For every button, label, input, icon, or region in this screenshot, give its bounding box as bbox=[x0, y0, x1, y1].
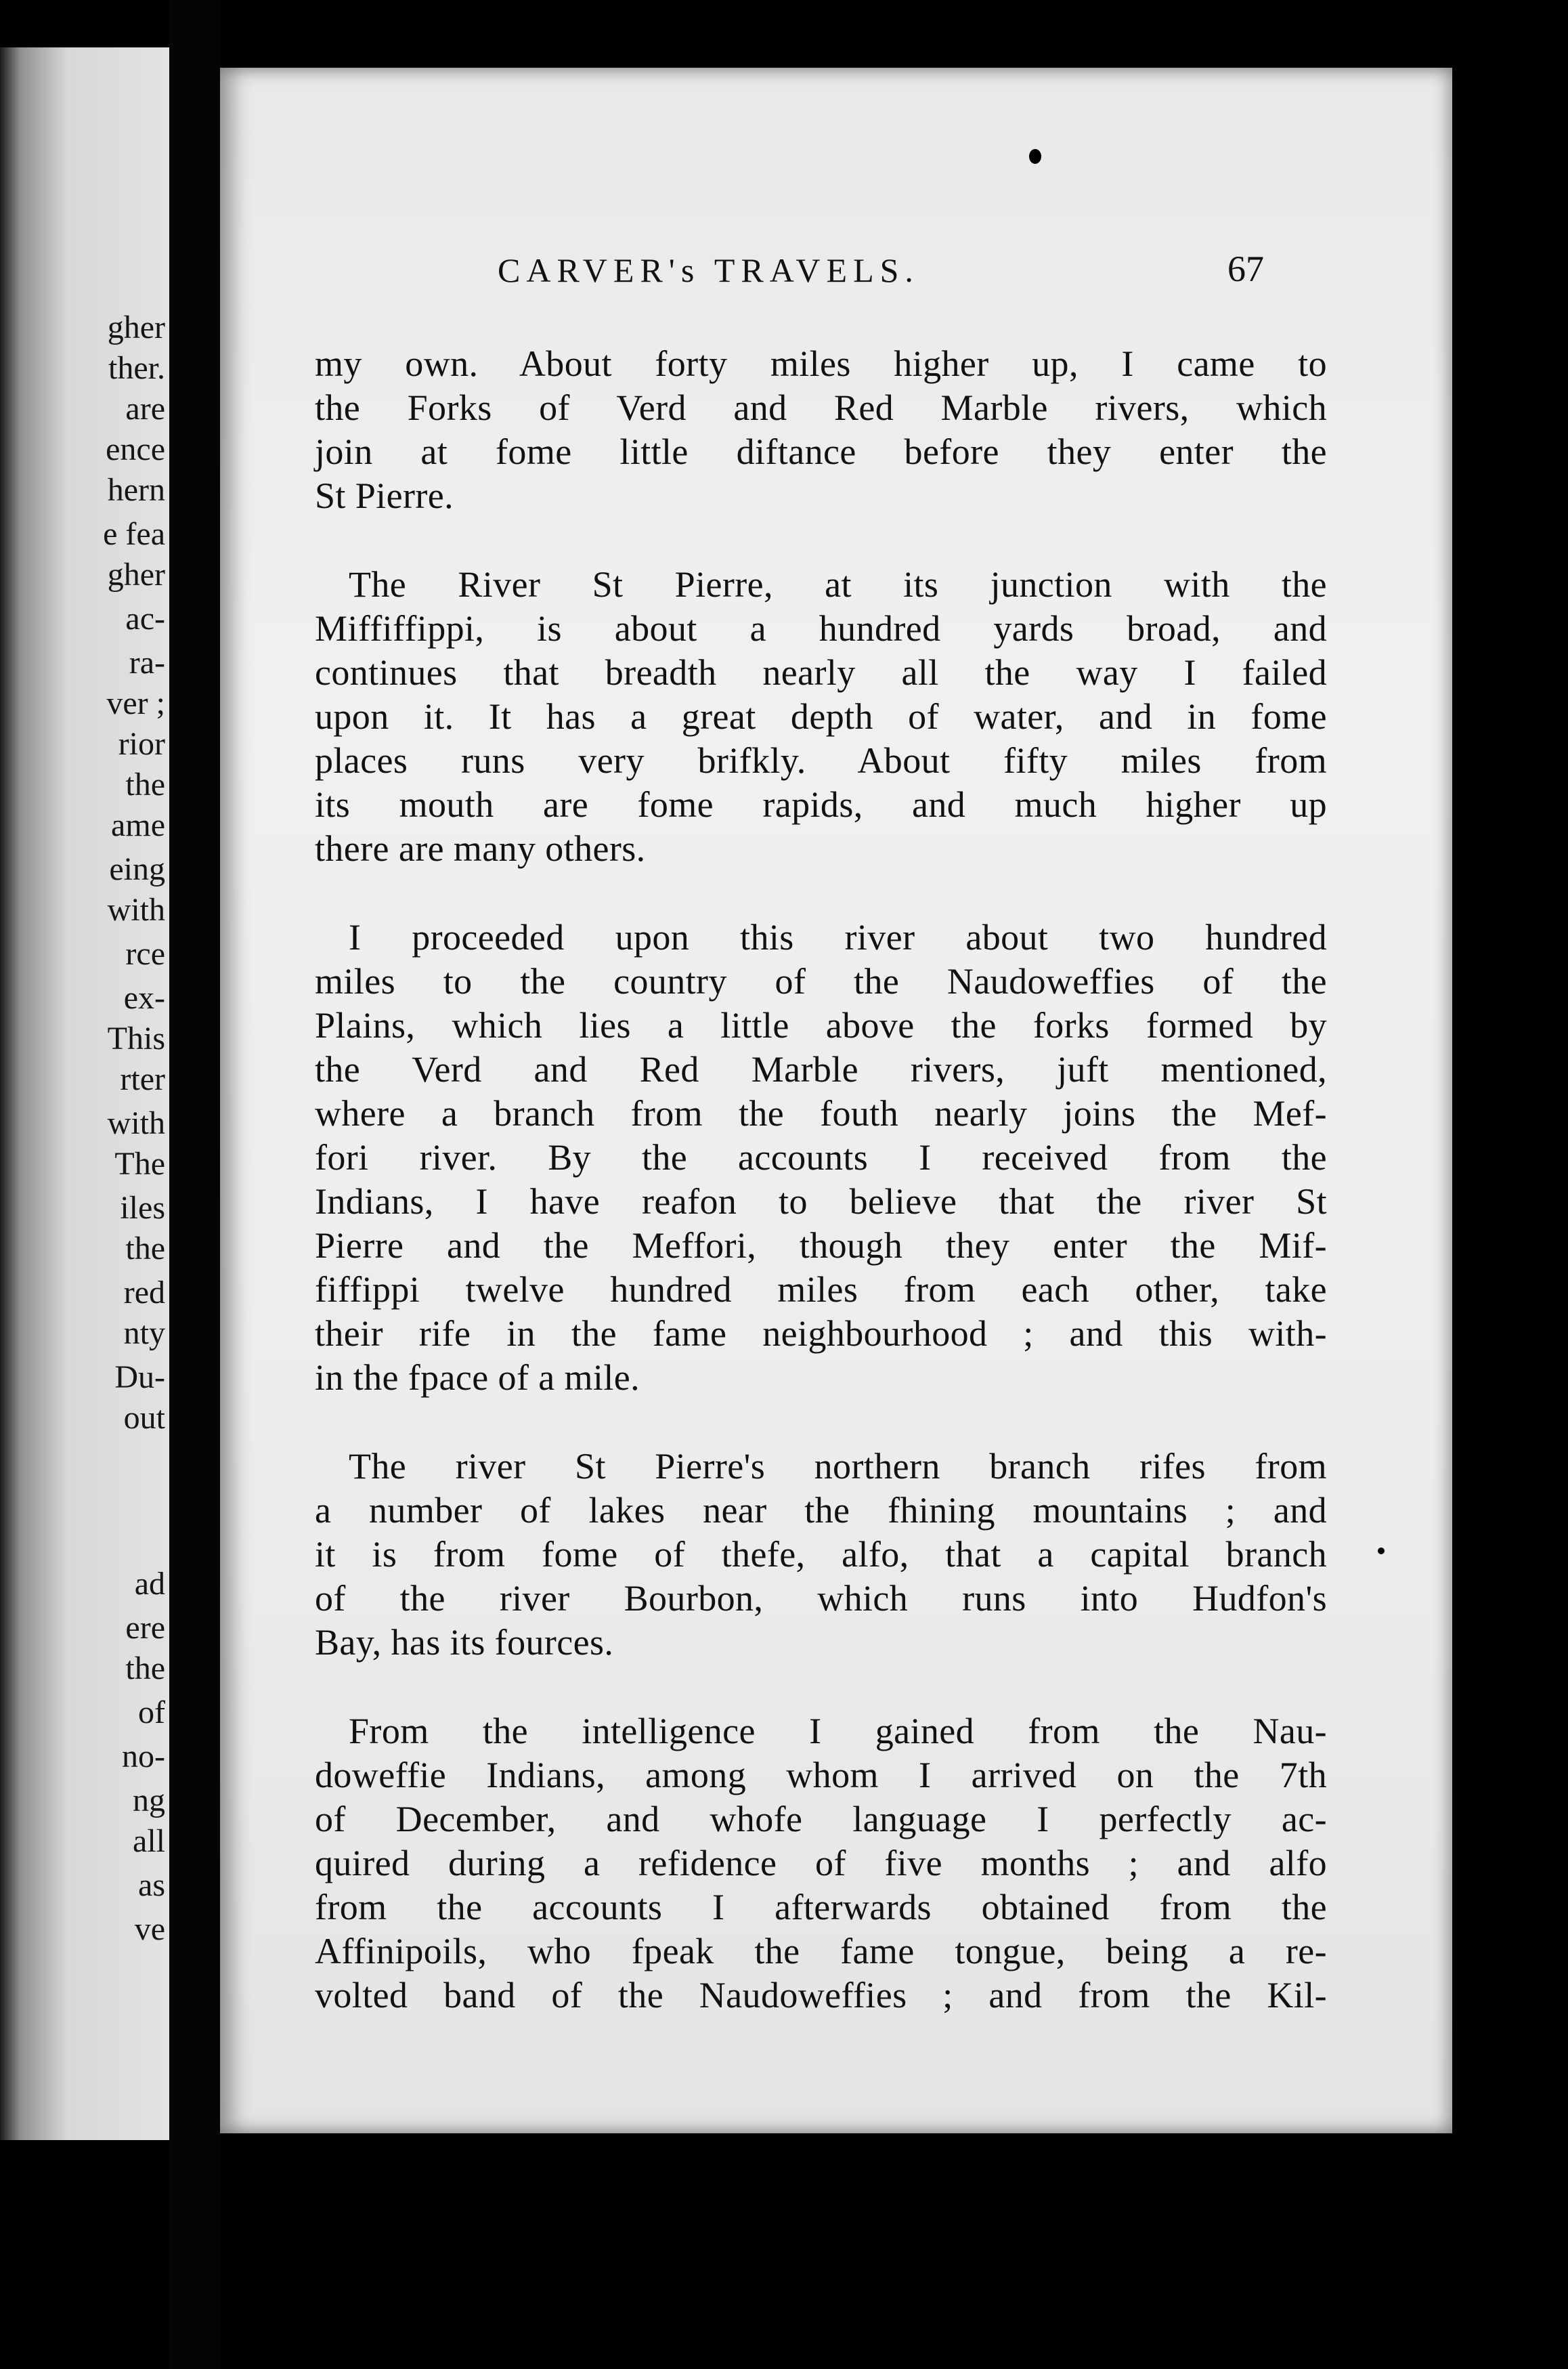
facing-page-fragment: of bbox=[138, 1694, 165, 1730]
text-line: it is from fome of thefe, alfo, that a capital branch bbox=[315, 1534, 1327, 1575]
text-line: The river St Pierre's northern branch rifes from bbox=[349, 1446, 1327, 1487]
facing-page-fragment: ere bbox=[125, 1610, 165, 1646]
paragraph bbox=[315, 916, 1327, 1400]
facing-page-fragment: ra- bbox=[129, 645, 165, 681]
running-head bbox=[220, 251, 1452, 305]
text-line: I proceeded upon this river about two hundred bbox=[349, 917, 1327, 958]
facing-page-fragment: ac- bbox=[125, 601, 165, 637]
text-line: From the intelligence I gained from the Nau- bbox=[349, 1711, 1327, 1751]
facing-page-fragment: ng bbox=[133, 1783, 165, 1818]
facing-page-fragment: The bbox=[114, 1146, 165, 1182]
facing-page-fragment: with bbox=[107, 1105, 165, 1141]
scan-border bbox=[1452, 0, 1568, 2369]
text-line: its mouth are fome rapids, and much higher up bbox=[315, 784, 1327, 825]
running-head-title: CARVER's TRAVELS. bbox=[498, 251, 919, 289]
text-line: St Pierre. bbox=[315, 475, 454, 516]
facing-page-fragment: the bbox=[125, 1650, 165, 1686]
ink-speck bbox=[1378, 1548, 1385, 1554]
facing-page-fragment: with bbox=[107, 892, 165, 928]
facing-page-fragment: hern bbox=[107, 472, 165, 508]
facing-page-fragment: e fea bbox=[103, 516, 165, 552]
book-page bbox=[220, 68, 1452, 2133]
facing-page-fragment: ver ; bbox=[106, 685, 165, 721]
text-line: from the accounts I afterwards obtained from the bbox=[315, 1887, 1327, 1927]
text-line: Affinipoils, who fpeak the fame tongue, being a re- bbox=[315, 1931, 1327, 1971]
facing-page-fragment: ence bbox=[106, 431, 165, 467]
facing-page-fragment: are bbox=[125, 391, 165, 427]
text-line: Plains, which lies a little above the forks formed by bbox=[315, 1005, 1327, 1046]
paragraph bbox=[315, 563, 1327, 871]
paragraph bbox=[315, 342, 1327, 518]
facing-page-fragment: as bbox=[138, 1867, 165, 1903]
facing-page-fragment: all bbox=[133, 1823, 165, 1859]
text-line: my own. About forty miles higher up, I came to bbox=[315, 343, 1327, 384]
paragraph bbox=[315, 1445, 1327, 1665]
facing-page-fragment: gher bbox=[107, 310, 165, 345]
facing-page-fragment: eing bbox=[109, 851, 165, 887]
text-line: there are many others. bbox=[315, 828, 646, 869]
text-line: fori river. By the accounts I received from the bbox=[315, 1137, 1327, 1178]
facing-page-edge bbox=[0, 47, 169, 2140]
paragraph bbox=[315, 1709, 1327, 2018]
text-line: Indians, I have reafon to believe that the river St bbox=[315, 1181, 1327, 1222]
text-line: continues that breadth nearly all the way I failed bbox=[315, 652, 1327, 693]
facing-page-fragment: no- bbox=[122, 1738, 165, 1774]
facing-page-fragment: ther. bbox=[108, 350, 165, 386]
text-line: join at fome little diftance before they enter the bbox=[315, 431, 1327, 472]
text-line: Bay, has its fources. bbox=[315, 1622, 614, 1663]
text-line: the Forks of Verd and Red Marble rivers, which bbox=[315, 387, 1327, 428]
ink-speck bbox=[1029, 149, 1041, 164]
facing-page-fragment: nty bbox=[123, 1315, 165, 1351]
text-line: of December, and whofe language I perfectly ac- bbox=[315, 1799, 1327, 1839]
facing-page-fragment: red bbox=[123, 1275, 165, 1310]
text-line: a number of lakes near the fhining mountains ; and bbox=[315, 1490, 1327, 1531]
page-number: 67 bbox=[1227, 249, 1264, 289]
facing-page-fragment: rior bbox=[118, 726, 165, 762]
text-line: Pierre and the Meffori, though they enter the Mif- bbox=[315, 1225, 1327, 1266]
text-line: in the fpace of a mile. bbox=[315, 1357, 640, 1398]
body-text bbox=[315, 342, 1327, 2062]
text-line: places runs very brifkly. About fifty miles from bbox=[315, 740, 1327, 781]
facing-page-fragment: ex- bbox=[123, 980, 165, 1016]
text-line: where a branch from the fouth nearly joins the Mef- bbox=[315, 1093, 1327, 1134]
facing-page-fragment: iles bbox=[120, 1190, 165, 1226]
text-line: fiffippi twelve hundred miles from each other, take bbox=[315, 1269, 1327, 1310]
facing-page-fragment: gher bbox=[107, 557, 165, 593]
text-line: miles to the country of the Naudoweffies of the bbox=[315, 961, 1327, 1002]
facing-page-fragment: the bbox=[125, 767, 165, 803]
book-gutter bbox=[169, 0, 220, 2369]
facing-page-fragment: rce bbox=[125, 936, 165, 972]
facing-page-fragment: rter bbox=[120, 1061, 165, 1097]
text-line: Miffiffippi, is about a hundred yards broad, and bbox=[315, 608, 1327, 649]
facing-page-fragment: ad bbox=[134, 1566, 165, 1602]
facing-page-fragment: ve bbox=[134, 1911, 165, 1947]
text-line: the Verd and Red Marble rivers, juft mentioned, bbox=[315, 1049, 1327, 1090]
facing-page-fragment: This bbox=[107, 1021, 165, 1057]
facing-page-fragment: ame bbox=[111, 807, 165, 843]
text-line: quired during a refidence of five months ; and alfo bbox=[315, 1843, 1327, 1883]
facing-page-fragment: the bbox=[125, 1231, 165, 1266]
text-line: upon it. It has a great depth of water, and in fome bbox=[315, 696, 1327, 737]
text-line: of the river Bourbon, which runs into Hudfon's bbox=[315, 1578, 1327, 1619]
text-line: The River St Pierre, at its junction with the bbox=[349, 564, 1327, 605]
text-line: doweffie Indians, among whom I arrived on the 7th bbox=[315, 1755, 1327, 1795]
text-line: their rife in the fame neighbourhood ; and this with- bbox=[315, 1313, 1327, 1354]
text-line: volted band of the Naudoweffies ; and from the Kil- bbox=[315, 1975, 1327, 2015]
facing-page-fragment: out bbox=[123, 1400, 165, 1436]
facing-page-fragment: Du- bbox=[114, 1359, 165, 1395]
